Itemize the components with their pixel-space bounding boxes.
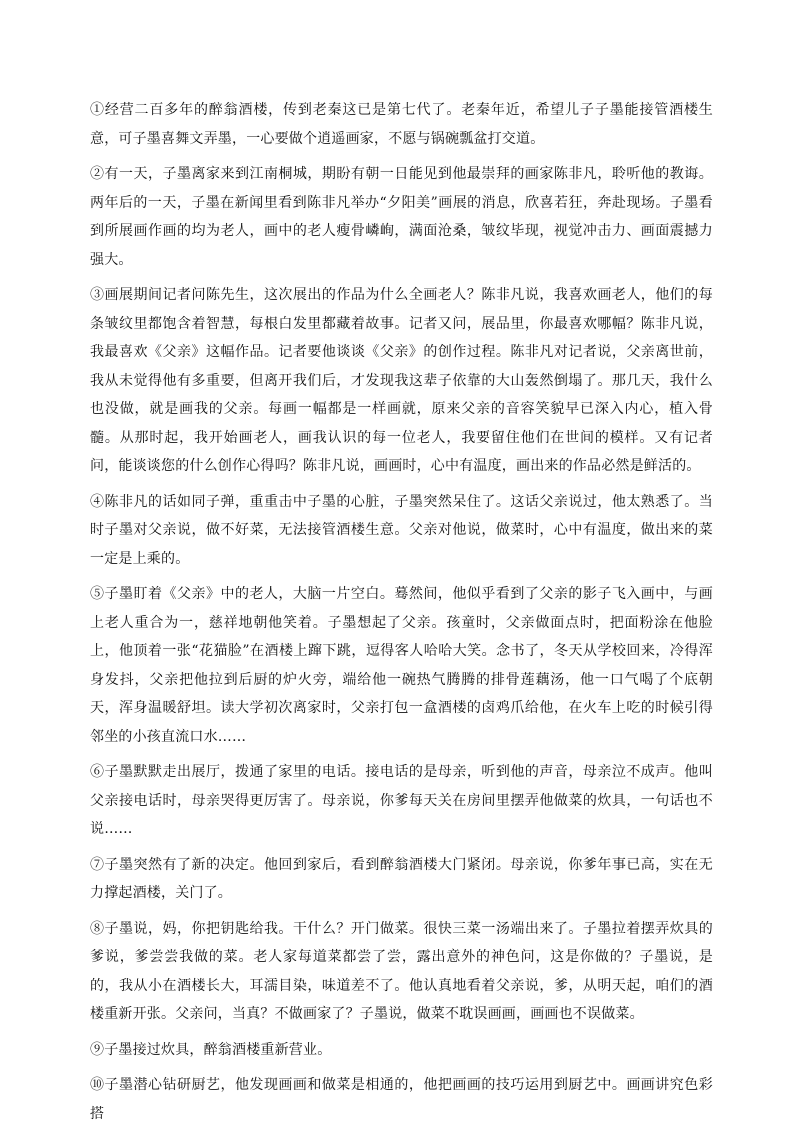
- paragraph-5: ⑤子墨盯着《父亲》中的老人，大脑一片空白。蓦然间，他似乎看到了父亲的影子飞入画中，与画上老人重合为一，慈祥地朝他笑着。子墨想起了父亲。孩童时，父亲做面点时，把面粉涂在他脸上，他顶着一张“花猫脸”在酒楼上蹿下跳，逗得客人哈哈大笑。念书了，冬天从学校回来，冷得浑身发抖，父亲把他拉到后厨的炉火旁，端给他一碗热气腾腾的排骨莲藕汤，他一口气喝了个底朝天，浑身温暖舒坦。读大学初次离家时，父亲打包一盒酒楼的卤鸡爪给他，在火车上吃的时候引得邻坐的小孩直流口水……: [90, 586, 713, 745]
- paragraph-9: ⑨子墨接过炊具，醉翁酒楼重新营业。: [90, 1041, 332, 1058]
- paragraph-10: ⑩子墨潜心钻研厨艺，他发现画画和做菜是相通的，他把画画的技巧运用到厨艺中。画画讲究色彩搭: [90, 1077, 713, 1122]
- paragraph-6: ⑥子墨默默走出展厅，拨通了家里的电话。接电话的是母亲，听到他的声音，母亲泣不成声。他叫父亲接电话时，母亲哭得更厉害了。母亲说，你爹每天关在房间里摆弄他做菜的炊具，一句话也不说……: [90, 764, 713, 837]
- paragraph-4: ④陈非凡的话如同子弹，重重击中子墨的心脏，子墨突然呆住了。这话父亲说过，他太熟悉了。当时子墨对父亲说，做不好菜，无法接管酒楼生意。父亲对他说，做菜时，心中有温度，做出来的菜一定是上乘的。: [90, 493, 713, 567]
- paragraph-2: ②有一天，子墨离家来到江南桐城，期盼有朝一日能见到他最崇拜的画家陈非凡，聆听他的教诲。两年后的一天，子墨在新闻里看到陈非凡举办“夕阳美”画展的消息，欣喜若狂，奔赴现场。子墨看到所展画作画的均为老人，画中的老人瘦骨嶙峋，满面沧桑，皱纹毕现，视觉冲击力、画面震撼力强大。: [90, 166, 713, 268]
- paragraph-1: ①经营二百多年的醉翁酒楼，传到老秦这已是第七代了。老秦年近，希望儿子子墨能接管酒楼生意，可子墨喜舞文弄墨，一心要做个逍遥画家，不愿与锅碗瓢盆打交道。: [90, 102, 713, 147]
- paragraph-8: ⑧子墨说，妈，你把钥匙给我。干什么？开门做菜。很快三菜一汤端出来了。子墨拉着摆弄炊具的爹说，爹尝尝我做的菜。老人家每道菜都尝了尝，露出意外的神色问，这是你做的？子墨说，是的，我从小在酒楼长大，耳濡目染，味道差不了。他认真地看着父亲说，爹，从明天起，咱们的酒楼重新开张。父亲问，当真？不做画家了？子墨说，做菜不耽误画画，画画也不误做菜。: [90, 920, 713, 1022]
- story-body: [90, 96, 713, 1135]
- paragraph-7: ⑦子墨突然有了新的决定。他回到家后，看到醉翁酒楼大门紧闭。母亲说，你爹年事已高，实在无力撑起酒楼，关门了。: [90, 856, 713, 901]
- paragraph-3: ③画展期间记者问陈先生，这次展出的作品为什么全画老人？陈非凡说，我喜欢画老人，他们的每条皱纹里都饱含着智慧，每根白发里都藏着故事。记者又问，展品里，你最喜欢哪幅？陈非凡说，我最喜欢《父亲》这幅作品。记者要他谈谈《父亲》的创作过程。陈非凡对记者说，父亲离世前，我从未觉得他有多重要，但离开我们后，才发现我这辈子依靠的大山轰然倒塌了。那几天，我什么也没做，就是画我的父亲。每画一幅都是一样画就，原来父亲的音容笑貌早已深入内心，植入骨髓。从那时起，我开始画老人，画我认识的每一位老人，我要留住他们在世间的模样。又有记者问，能谈谈您的什么创作心得吗？陈非凡说，画画时，心中有温度，画出来的作品必然是鲜活的。: [90, 287, 713, 474]
